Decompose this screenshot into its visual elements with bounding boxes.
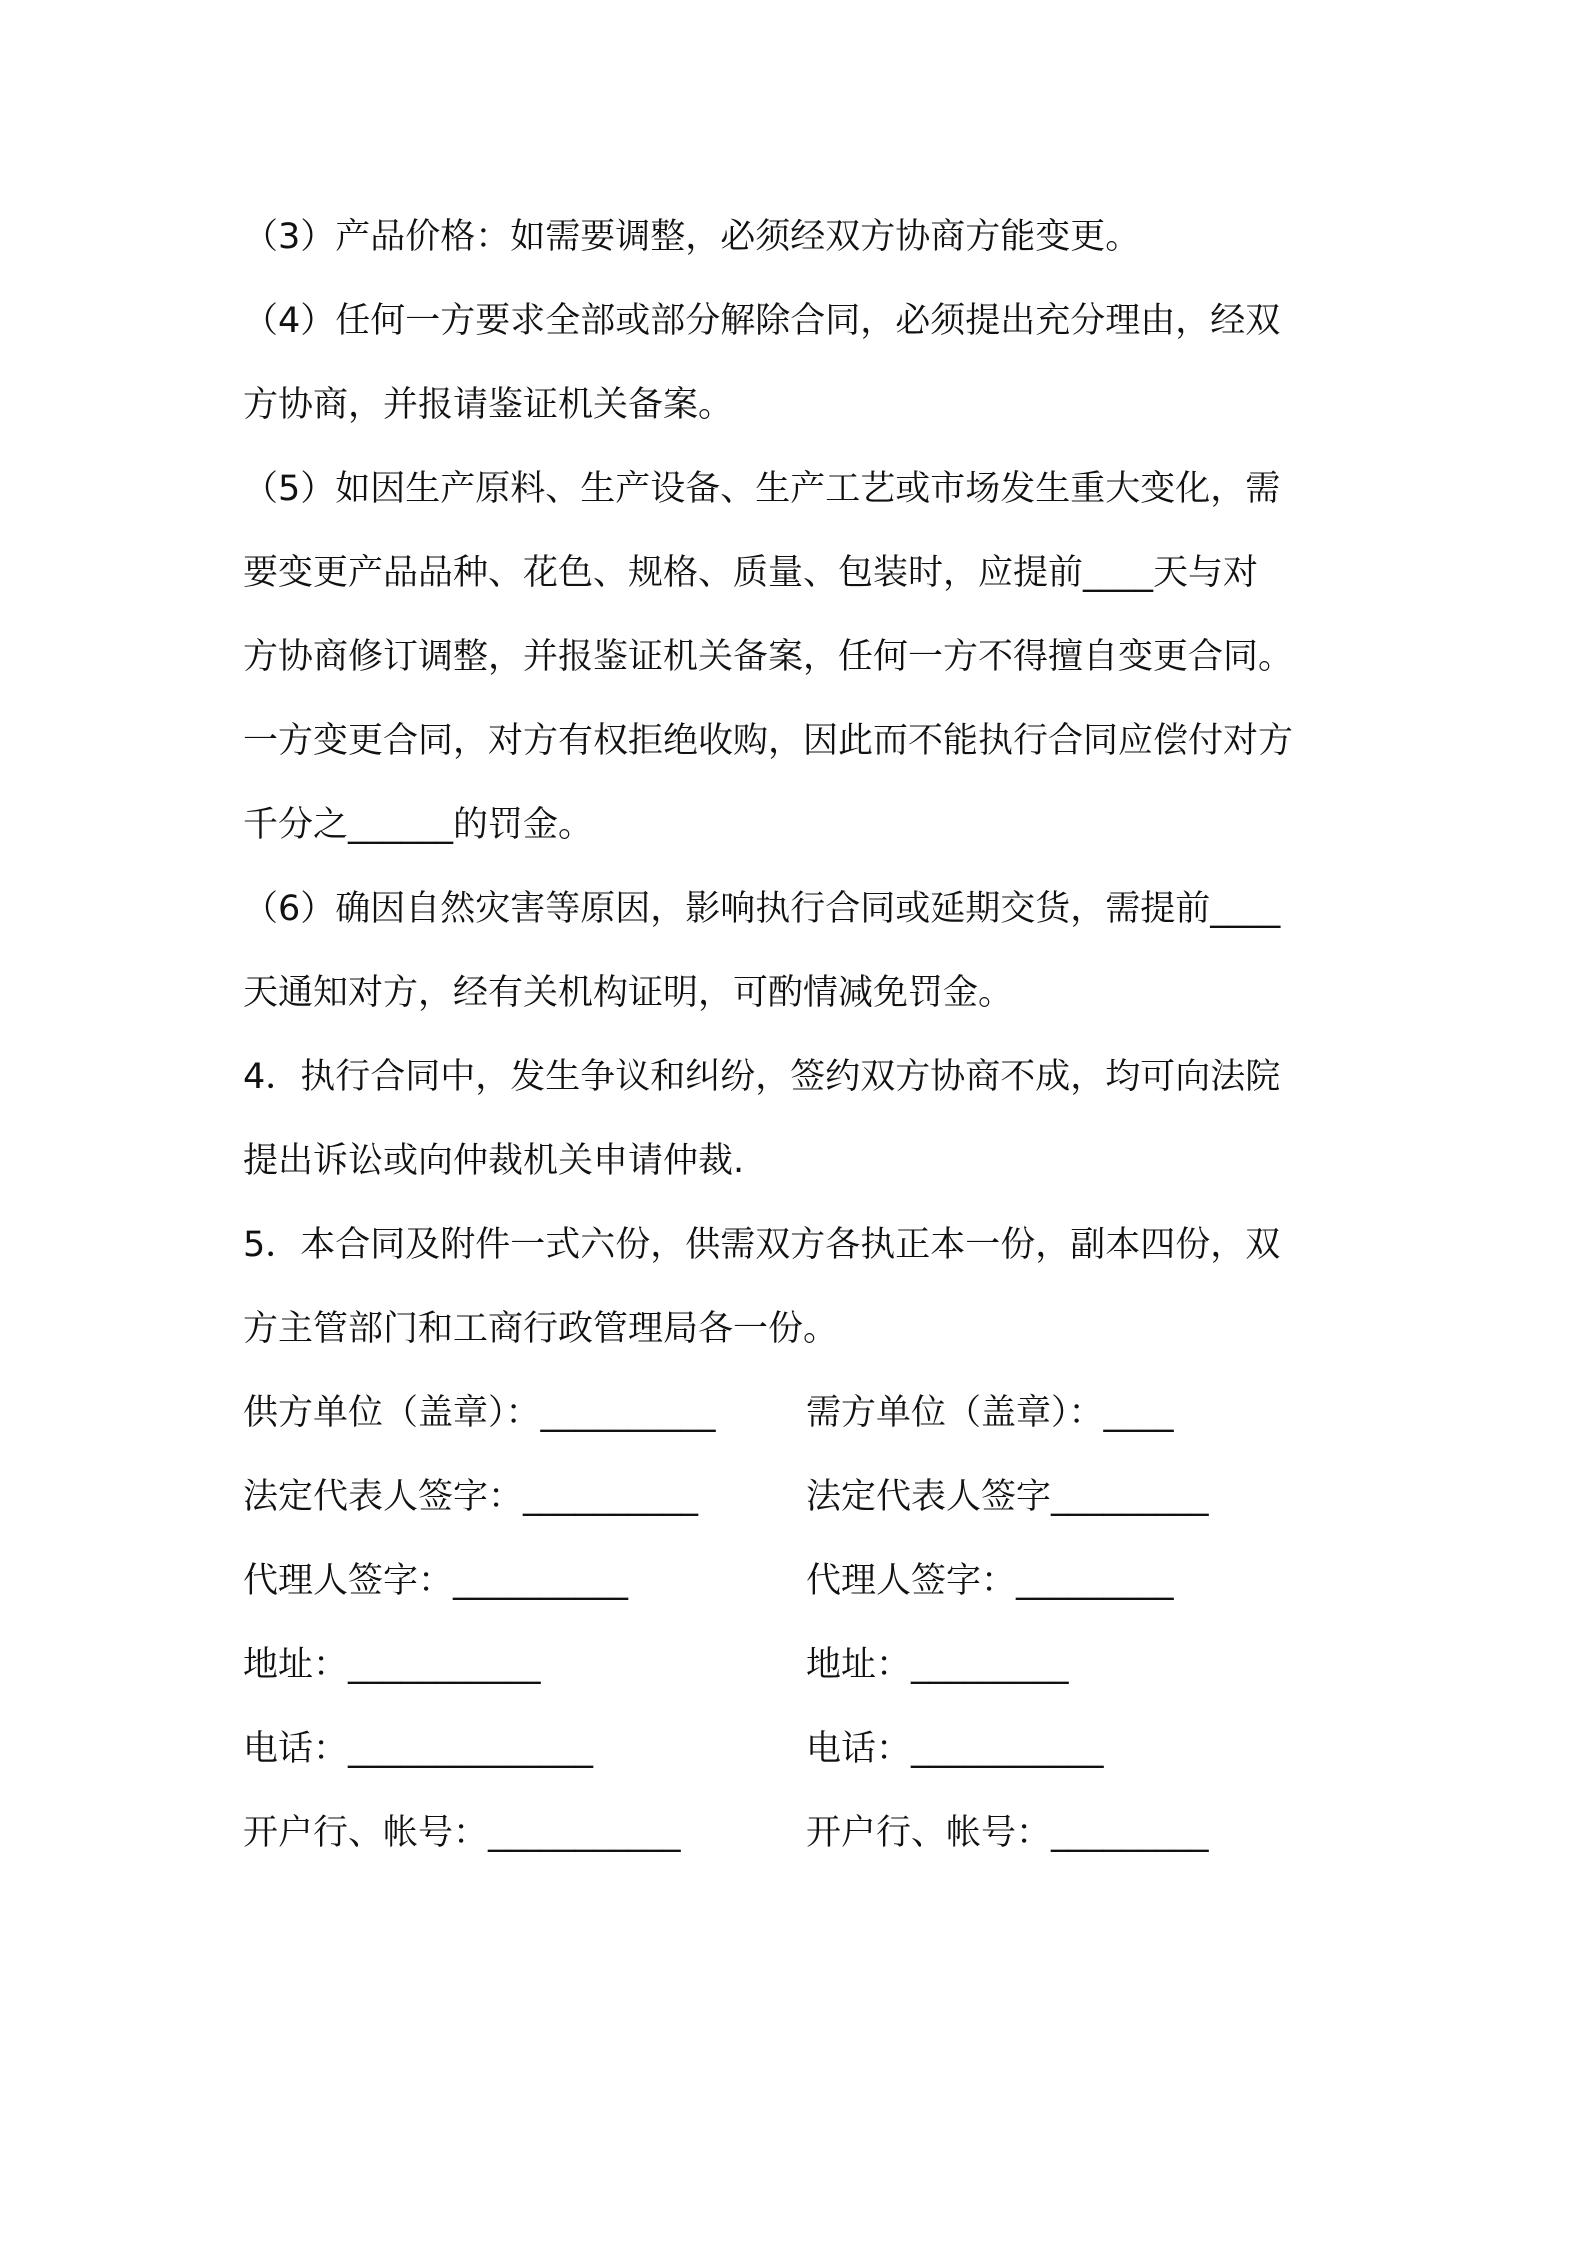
clause-3 (243, 195, 1358, 279)
item-4 (243, 1035, 1358, 1203)
buyer-phone-field[interactable]: 电话：___________ (806, 1729, 1104, 1769)
clause-5-line-5: 千分之______的罚金。 (243, 805, 594, 845)
buyer-legal-rep-field[interactable]: 法定代表人签字_________ (806, 1477, 1209, 1517)
clause-4-line-2: 方协商，并报请鉴证机关备案。 (243, 385, 734, 425)
supplier-address-field[interactable]: 地址：___________ (243, 1645, 541, 1685)
signature-row-phone (243, 1707, 1358, 1791)
buyer-bank-account-field[interactable]: 开户行、帐号：_________ (806, 1813, 1209, 1853)
clause-5-line-2: 要变更产品品种、花色、规格、质量、包装时，应提前____天与对 (243, 553, 1259, 593)
signature-row-address (243, 1623, 1358, 1707)
signature-block (243, 1371, 1358, 1875)
clause-5 (243, 447, 1358, 867)
supplier-bank-account-field[interactable]: 开户行、帐号：___________ (243, 1813, 681, 1853)
contract-body (243, 195, 1358, 1875)
signature-row-agent (243, 1539, 1358, 1623)
item-5-line-1: 5．本合同及附件一式六份，供需双方各执正本一份，副本四份，双 (243, 1225, 1281, 1265)
clause-6 (243, 867, 1358, 1035)
item-5-line-2: 方主管部门和工商行政管理局各一份。 (243, 1309, 839, 1349)
buyer-agent-field[interactable]: 代理人签字：_________ (806, 1561, 1174, 1601)
clause-5-line-1: （5）如因生产原料、生产设备、生产工艺或市场发生重大变化，需 (243, 469, 1281, 509)
clause-4-line-1: （4）任何一方要求全部或部分解除合同，必须提出充分理由，经双 (243, 301, 1281, 341)
supplier-legal-rep-field[interactable]: 法定代表人签字：__________ (243, 1477, 699, 1517)
supplier-unit-field[interactable]: 供方单位（盖章）：__________ (243, 1393, 716, 1433)
clause-6-line-2: 天通知对方，经有关机构证明，可酌情减免罚金。 (243, 973, 1014, 1013)
clause-6-line-1: （6）确因自然灾害等原因，影响执行合同或延期交货，需提前____ (243, 889, 1281, 929)
item-5 (243, 1203, 1358, 1371)
buyer-unit-field[interactable]: 需方单位（盖章）：____ (806, 1393, 1174, 1433)
clause-4 (243, 279, 1358, 447)
signature-row-legal-rep (243, 1455, 1358, 1539)
buyer-address-field[interactable]: 地址：_________ (806, 1645, 1069, 1685)
signature-row-supplier-unit (243, 1371, 1358, 1455)
item-4-line-1: 4．执行合同中，发生争议和纠纷，签约双方协商不成，均可向法院 (243, 1057, 1281, 1097)
clause-5-line-4: 一方变更合同，对方有权拒绝收购，因此而不能执行合同应偿付对方 (243, 721, 1294, 761)
supplier-agent-field[interactable]: 代理人签字：__________ (243, 1561, 629, 1601)
clause-3-line: （3）产品价格：如需要调整，必须经双方协商方能变更。 (243, 217, 1141, 257)
signature-row-bank-account (243, 1791, 1358, 1875)
supplier-phone-field[interactable]: 电话：______________ (243, 1729, 594, 1769)
clause-5-line-3: 方协商修订调整，并报鉴证机关备案，任何一方不得擅自变更合同。 (243, 637, 1294, 677)
item-4-line-2: 提出诉讼或向仲裁机关申请仲裁. (243, 1141, 745, 1181)
